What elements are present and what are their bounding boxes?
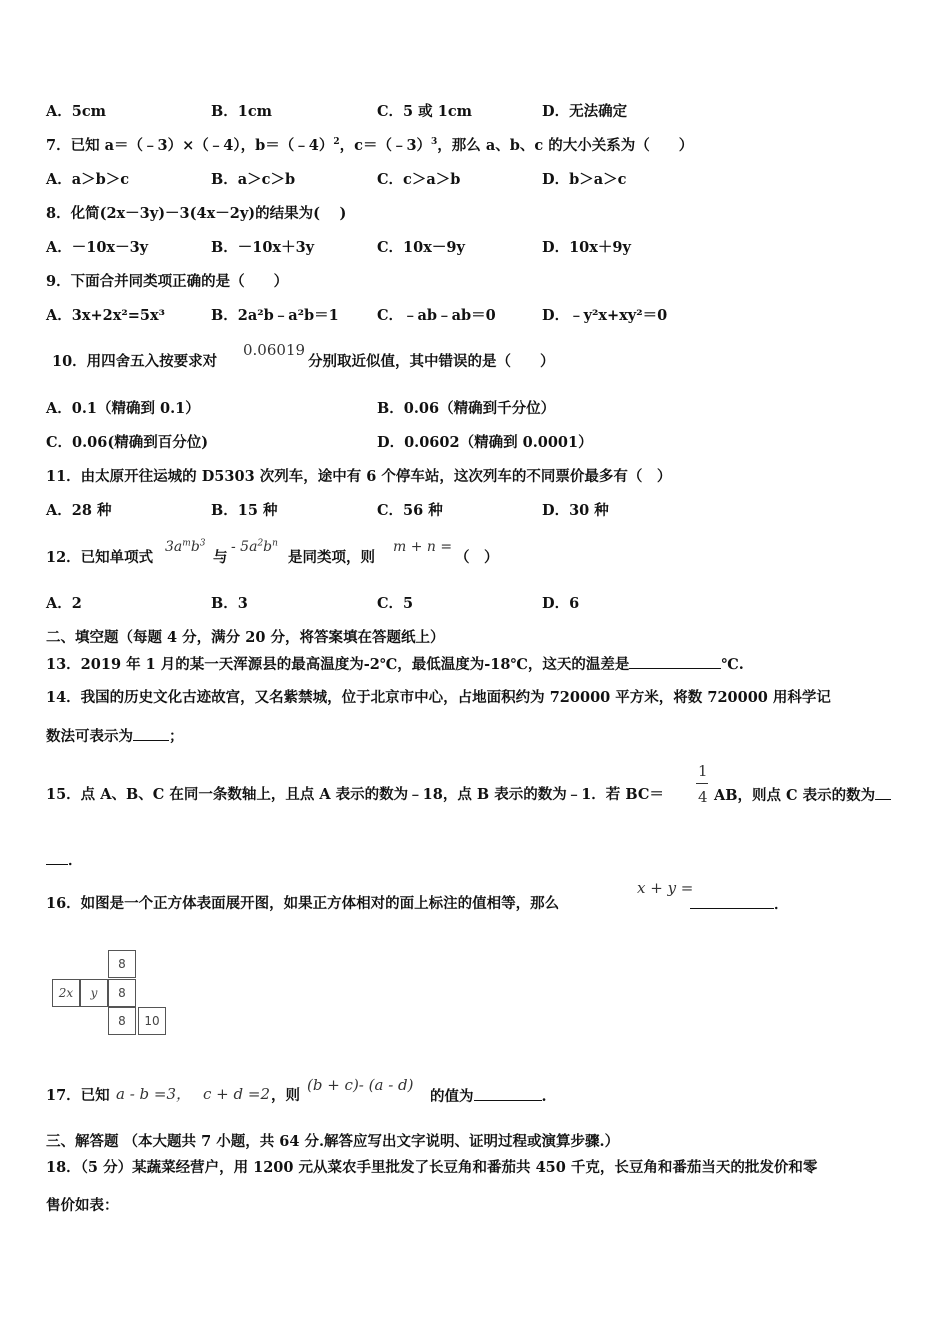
q12-option-d: D．6: [542, 595, 580, 612]
q13-answer-blank[interactable]: [629, 654, 721, 669]
q9-option-c: C．﹣ab﹣ab＝0: [377, 307, 496, 324]
q11-option-a: A．28 种: [46, 502, 112, 519]
q6-option-c: C．5 或 1cm: [377, 103, 472, 120]
q7-option-b: B．a＞c＞b: [211, 171, 296, 188]
q17-stem-part3: 的值为 .: [430, 1088, 547, 1105]
cube-net-figure: [50, 948, 180, 1048]
cube-face-top: 8: [108, 950, 136, 978]
q16-answer-blank[interactable]: [690, 894, 774, 909]
q14-answer-blank[interactable]: [133, 726, 169, 741]
q8-option-a: A．－10x－3y: [46, 239, 149, 256]
q15-fraction-denominator: 4: [698, 788, 708, 806]
q17-expr3: (b + c)- (a - d): [307, 1076, 414, 1094]
cube-face-y: y: [80, 979, 108, 1007]
q11-option-b: B．15 种: [211, 502, 278, 519]
q8-option-b: B．－10x＋3y: [211, 239, 315, 256]
q10-option-b: B．0.06（精确到千分位）: [377, 400, 556, 417]
q7-option-c: C．c＞a＞b: [377, 171, 461, 188]
cube-face-2x: 2x: [52, 979, 80, 1007]
q10-number: 0.06019: [243, 341, 306, 359]
section3-heading: 三、解答题 （本大题共 7 小题，共 64 分.解答应写出文字说明、证明过程或演算步骤.）: [46, 1133, 620, 1150]
q17-answer-blank[interactable]: [474, 1086, 542, 1101]
q6-option-d: D．无法确定: [542, 103, 628, 120]
q8-option-c: C．10x－9y: [377, 239, 465, 256]
q15-fraction-numerator: 1: [698, 762, 708, 780]
q12-stem-part3: 是同类项，则: [288, 549, 375, 566]
q10-option-d: D．0.0602（精确到 0.0001）: [377, 434, 593, 451]
q17-stem-part2: ，则: [271, 1087, 300, 1104]
cube-face-center: 8: [108, 979, 136, 1007]
q9-stem: 9．下面合并同类项正确的是（ ）: [46, 273, 289, 290]
q14-line2: 数法可表示为 ；: [46, 728, 184, 745]
q15-answer-blank-a[interactable]: [875, 785, 891, 800]
q6-option-a: A．5cm: [46, 103, 107, 120]
q12-stem-part4: （ ）: [455, 549, 499, 566]
q8-option-d: D．10x＋9y: [542, 239, 631, 256]
q12-term2: - $5a^2b^n$: [231, 538, 278, 555]
q9-option-b: B．2a²b﹣a²b＝1: [211, 307, 339, 324]
q16-stem: 16．如图是一个正方体表面展开图，如果正方体相对的面上标注的值相等，那么: [46, 895, 560, 912]
q14-line1: 14．我国的历史文化古迹故宫，又名紫禁城，位于北京市中心，占地面积约为 720000 平方米，将数 720000 用科学记: [46, 689, 831, 706]
q16-expr: x + y =: [637, 879, 694, 897]
q10-stem-part2: 分别取近似值，其中错误的是（ ）: [308, 353, 555, 370]
q12-option-a: A．2: [46, 595, 82, 612]
q9-option-d: D．﹣y²x+xy²＝0: [542, 307, 668, 324]
q15-stem-part2: AB，则点 C 表示的数为: [714, 785, 891, 806]
q18-line1: 18．（5 分）某蔬菜经营户，用 1200 元从菜农手里批发了长豆角和番茄共 450 千克，长豆角和番茄当天的批发价和零: [46, 1159, 818, 1176]
q7-option-d: D．b＞a＞c: [542, 171, 627, 188]
q12-option-c: C．5: [377, 595, 414, 612]
cube-face-10: 10: [138, 1007, 166, 1035]
q11-option-c: C．56 种: [377, 502, 443, 519]
q18-line2: 售价如表：: [46, 1197, 119, 1214]
q10-option-a: A．0.1（精确到 0.1）: [46, 400, 200, 417]
q15-fraction-bar: [696, 783, 708, 784]
q17-stem-part1: 17．已知: [46, 1087, 110, 1104]
cube-face-bottom: 8: [108, 1007, 136, 1035]
q17-expr2: c + d =2: [203, 1085, 270, 1103]
q12-option-b: B．3: [211, 595, 248, 612]
q11-option-d: D．30 种: [542, 502, 609, 519]
q11-stem: 11．由太原开往运城的 D5303 次列车，途中有 6 个停车站，这次列车的不同票价最多有（ ）: [46, 468, 672, 485]
q12-term1: $3a^mb^3$: [165, 538, 206, 555]
q12-stem-part2: 与: [213, 549, 228, 566]
q16-answer: ．: [690, 894, 789, 915]
q10-stem-part1: 10．用四舍五入按要求对: [52, 353, 218, 370]
q17-expr1: a - b =3，: [116, 1085, 192, 1103]
q12-expr: m + n =: [393, 539, 453, 555]
q7-stem: 7．已知 a＝（﹣3）×（﹣4），b＝（﹣4）$^2$，c＝（﹣3）$^3$，那么 a、b、c 的大小关系为（ ）: [46, 137, 694, 154]
q12-stem-part1: 12．已知单项式: [46, 549, 154, 566]
q10-option-c: C．0.06(精确到百分位): [46, 434, 209, 451]
q6-option-b: B．1cm: [211, 103, 273, 120]
q9-option-a: A．3x+2x²=5x³: [46, 307, 165, 324]
q13-stem: 13．2019 年 1 月的某一天浑源县的最高温度为-2℃，最低温度为-18℃，这天的温差是 ℃.: [46, 656, 744, 673]
q7-option-a: A．a＞b＞c: [46, 171, 130, 188]
q8-stem: 8．化简(2x－3y)－3(4x－2y)的结果为( ): [46, 205, 347, 222]
q15-stem-part1: 15．点 A、B、C 在同一条数轴上，且点 A 表示的数为﹣18，点 B 表示的数为﹣1．若 BC＝: [46, 786, 664, 803]
q15-answer-blank-b[interactable]: [46, 850, 68, 865]
section2-heading: 二、填空题（每题 4 分，满分 20 分，将答案填在答题纸上）: [46, 629, 445, 646]
q15-line2: ．: [46, 850, 83, 871]
